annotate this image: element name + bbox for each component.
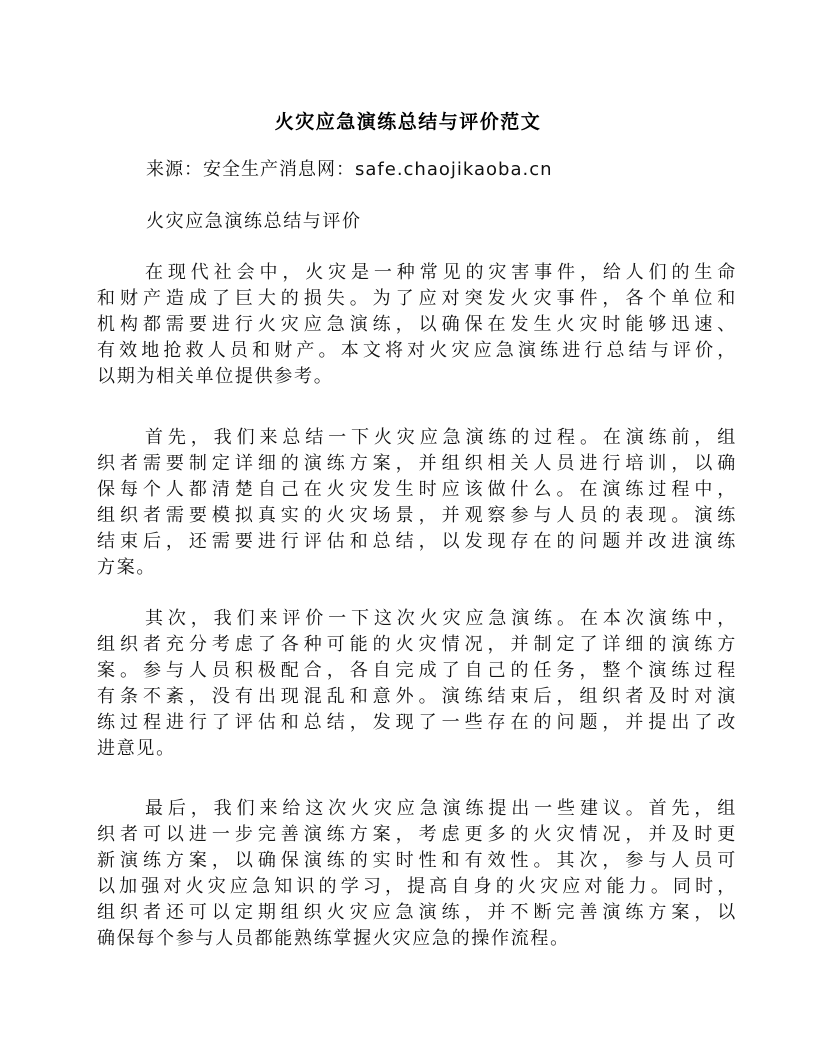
paragraph-line: 在现代社会中，火灾是一种常见的灾害事件，给人们的生命 [145, 262, 737, 283]
document-title: 火灾应急演练总结与评价范文 [274, 111, 542, 133]
paragraph-line: 案。参与人员积极配合，各自完成了自己的任务，整个演练过程 [97, 660, 737, 681]
source-line: 来源：安全生产消息网：safe.chaojikaoba.cn [146, 159, 553, 180]
paragraph-line: 确保每个参与人员都能熟练掌握火灾应急的操作流程。 [97, 928, 570, 949]
paragraph-line: 保每个人都清楚自己在火灾发生时应该做什么。在演练过程中， [97, 479, 737, 500]
paragraph-line: 组织者还可以定期组织火灾应急演练，并不断完善演练方案，以 [97, 902, 737, 923]
paragraph-suggestions [97, 796, 737, 952]
paragraph-line: 最后，我们来给这次火灾应急演练提出一些建议。首先，组 [145, 798, 737, 819]
paragraph-line: 以加强对火灾应急知识的学习，提高自身的火灾应对能力。同时， [97, 876, 737, 897]
paragraph-process-summary [97, 425, 737, 581]
paragraph-line: 机构都需要进行火灾应急演练，以确保在发生火灾时能够迅速、 [97, 314, 737, 335]
paragraph-line: 组织者需要模拟真实的火灾场景，并观察参与人员的表现。演练 [97, 505, 737, 526]
paragraph-line: 织者需要制定详细的演练方案，并组织相关人员进行培训，以确 [97, 453, 737, 474]
paragraph-evaluation [97, 606, 737, 762]
document-subtitle: 火灾应急演练总结与评价 [146, 211, 362, 232]
paragraph-line: 组织者充分考虑了各种可能的火灾情况，并制定了详细的演练方 [97, 634, 737, 655]
paragraph-line: 有条不紊，没有出现混乱和意外。演练结束后，组织者及时对演 [97, 686, 737, 707]
paragraph-line: 和财产造成了巨大的损失。为了应对突发火灾事件，各个单位和 [97, 288, 737, 309]
paragraph-line: 新演练方案，以确保演练的实时性和有效性。其次，参与人员可 [97, 850, 737, 871]
paragraph-introduction [97, 260, 737, 390]
paragraph-line: 其次，我们来评价一下这次火灾应急演练。在本次演练中， [145, 608, 737, 629]
paragraph-line: 有效地抢救人员和财产。本文将对火灾应急演练进行总结与评价， [97, 340, 737, 361]
paragraph-line: 方案。 [97, 557, 157, 578]
paragraph-line: 织者可以进一步完善演练方案，考虑更多的火灾情况，并及时更 [97, 824, 737, 845]
paragraph-line: 进意见。 [97, 738, 176, 759]
paragraph-line: 结束后，还需要进行评估和总结，以发现存在的问题并改进演练 [97, 531, 737, 552]
paragraph-line: 练过程进行了评估和总结，发现了一些存在的问题，并提出了改 [97, 712, 737, 733]
paragraph-line: 首先，我们来总结一下火灾应急演练的过程。在演练前，组 [145, 427, 737, 448]
paragraph-line: 以期为相关单位提供参考。 [97, 366, 334, 387]
